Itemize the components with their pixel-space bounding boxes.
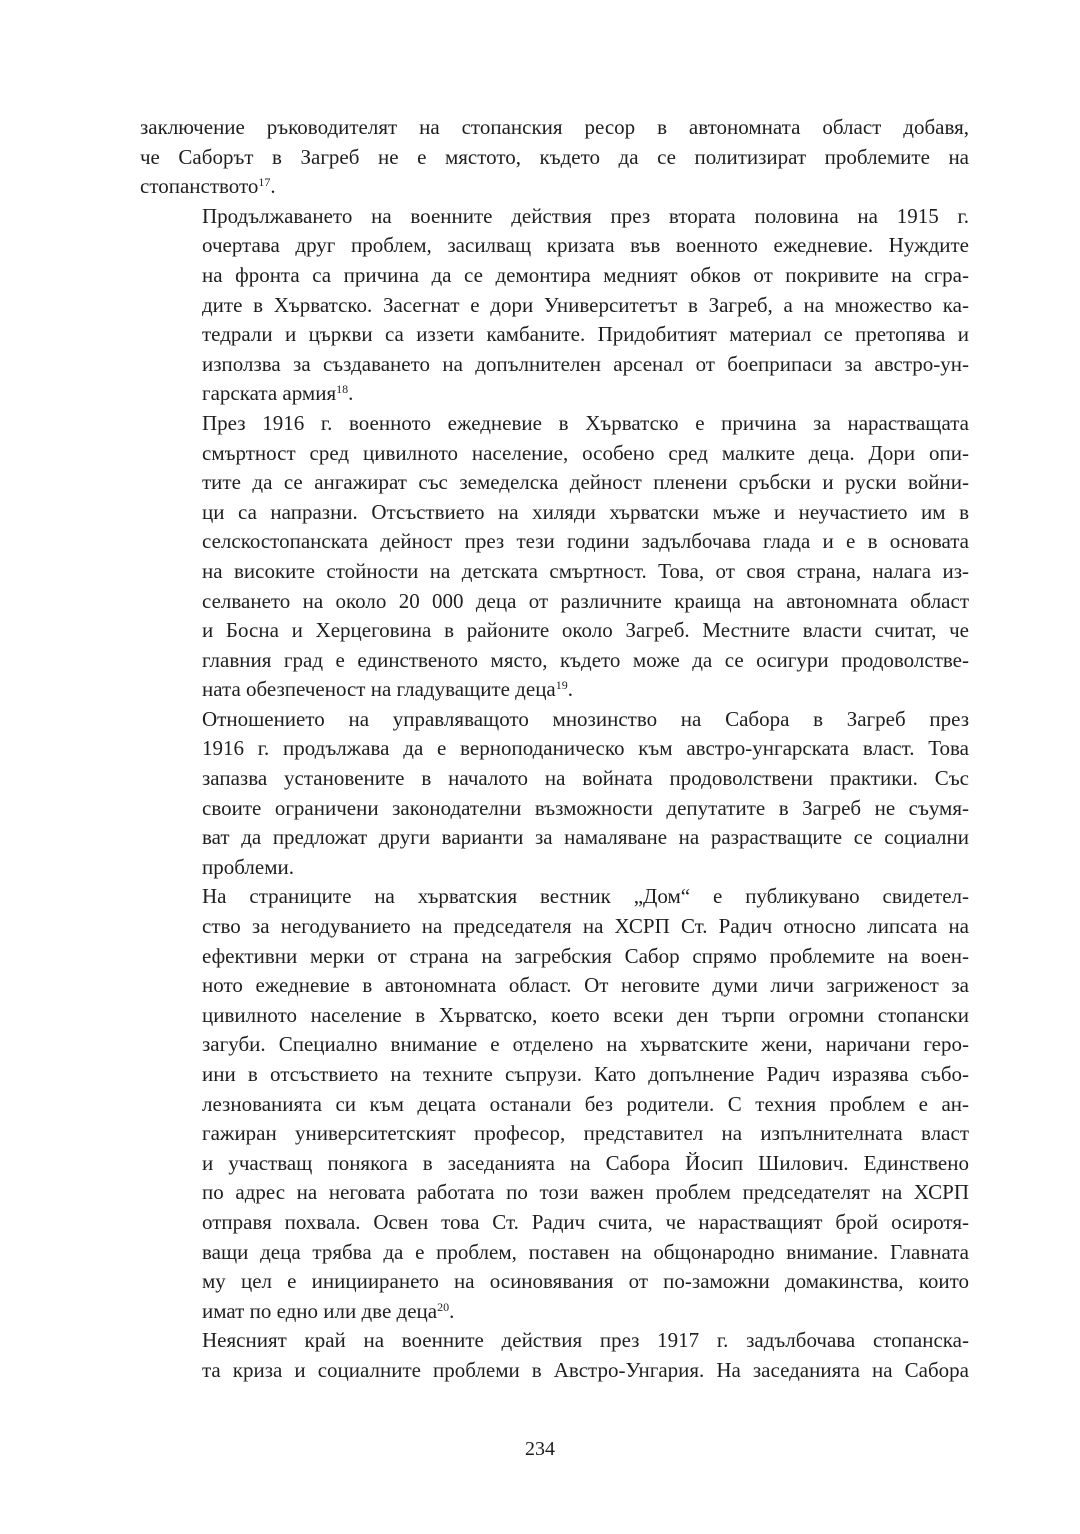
text-line: На страниците на хърватския вестник „Дом“ е публикувано свидетел- xyxy=(202,884,969,909)
text-line: ци са напразни. Отсъствието на хиляди хърватски мъже и неучастието им в xyxy=(202,499,969,524)
text-line: селването на около 20 000 деца от различните краища на автономната област xyxy=(202,588,969,613)
footnote-ref: 20 xyxy=(437,1299,450,1314)
text-line: отправя похвала. Освен това Ст. Радич счита, че нарастващият брой осиротя- xyxy=(202,1209,969,1234)
paragraph xyxy=(140,113,969,202)
text-line: Неясният край на военните действия през 1917 г. задълбочава стопанска- xyxy=(202,1328,969,1353)
text-line: тите да се ангажират със земеделска дейност пленени сръбски и руски войни- xyxy=(202,470,969,495)
text-line: своите ограничени законодателни възможности депутатите в Загреб не съумя- xyxy=(202,795,969,820)
page-number: 234 xyxy=(525,1438,555,1460)
text-line: запазва установените в началото на войната продоволствени практики. Със xyxy=(202,766,969,791)
text-line: използва за създаването на допълнителен арсенал от боеприпаси за австро-ун- xyxy=(202,351,969,376)
paragraph xyxy=(140,202,969,409)
text-line: та криза и социалните проблеми в Австро-Унгария. На заседанията на Сабора xyxy=(202,1357,969,1382)
text-line: гажиран университетският професор, представител на изпълнителната власт xyxy=(202,1121,969,1146)
footnote-ref: 18 xyxy=(336,382,349,397)
text-line: Отношението на управляващото мнозинство на Сабора в Загреб през xyxy=(202,706,969,731)
body-text xyxy=(140,113,969,1386)
text-line: че Саборът в Загреб не е мястото, където да се политизират проблемите на xyxy=(140,144,969,169)
text-line: дите в Хърватско. Засегнат е дори Университетът в Загреб, а на множество ка- xyxy=(202,292,969,317)
text-line: селскостопанската дейност през тези години задълбочава глада и е в основата xyxy=(202,529,969,554)
text-line: ващи деца трябва да е проблем, поставен на общонародно внимание. Главната xyxy=(202,1239,969,1264)
text-line: главния град е единственото място, където може да се осигури продоволстве- xyxy=(202,647,969,672)
text-line: стопанството$^{17}$. xyxy=(140,174,276,199)
text-line: на фронта са причина да се демонтира медният обков от покривите на сгра- xyxy=(202,262,969,287)
footnote-ref: 19 xyxy=(555,678,568,693)
text-line: ефективни мерки от страна на загребския Сабор спрямо проблемите на воен- xyxy=(202,943,969,968)
text-line: тедрали и църкви са иззети камбаните. Придобитият материал се претопява и xyxy=(202,322,969,347)
text-line: имат по едно или две деца$^{20}$. xyxy=(202,1298,455,1323)
footnote-ref: 17 xyxy=(258,175,271,190)
text-line: по адрес на неговата работата по този важен проблем председателят на ХСРП xyxy=(202,1180,969,1205)
text-line: лезнованията си към децата останали без родители. С техния проблем е ан- xyxy=(202,1091,969,1116)
text-line: ство за негодуванието на председателя на ХСРП Ст. Радич относно липсата на xyxy=(202,914,969,939)
paragraph xyxy=(140,882,969,1326)
paragraph xyxy=(140,705,969,883)
text-line: гарската армия$^{18}$. xyxy=(202,381,354,406)
text-line: загуби. Специално внимание е отделено на хърватските жени, наричани геро- xyxy=(202,1032,969,1057)
text-line: През 1916 г. военното ежедневие в Хърватско е причина за нарастващата xyxy=(202,410,969,435)
text-line: ното ежедневие в автономната област. От неговите думи личи загриженост за xyxy=(202,973,969,998)
text-line: 1916 г. продължава да е верноподаническо към австро-унгарската власт. Това xyxy=(202,736,969,761)
text-line: очертава друг проблем, засилващ кризата във военното ежедневие. Нуждите xyxy=(202,233,969,258)
text-line: Продължаването на военните действия през втората половина на 1915 г. xyxy=(202,203,969,228)
text-line: и участващ понякога в заседанията на Сабора Йосип Шилович. Единствено xyxy=(202,1150,969,1175)
paragraph xyxy=(140,409,969,705)
text-line: проблеми. xyxy=(202,854,294,879)
text-line: и Босна и Херцеговина в районите около Загреб. Местните власти считат, че xyxy=(202,618,969,643)
text-line: ната обезпеченост на гладуващите деца$^{19}$. xyxy=(202,677,573,702)
text-line: смъртност сред цивилното население, особено сред малките деца. Дори опи- xyxy=(202,440,969,465)
text-line: на високите стойности на детската смъртност. Това, от своя страна, налага из- xyxy=(202,558,969,583)
text-line: ват да предложат други варианти за намаляване на разрастващите се социални xyxy=(202,825,969,850)
text-line: цивилното население в Хърватско, което всеки ден търпи огромни стопански xyxy=(202,1002,969,1027)
text-line: му цел е инициирането на осиновявания от по-заможни домакинства, които xyxy=(202,1269,969,1294)
paragraph xyxy=(140,1326,969,1385)
text-line: заключение ръководителят на стопанския ресор в автономната област добавя, xyxy=(140,115,969,139)
text-line: ини в отсъствието на техните съпрузи. Като допълнение Радич изразява събо- xyxy=(202,1062,969,1086)
